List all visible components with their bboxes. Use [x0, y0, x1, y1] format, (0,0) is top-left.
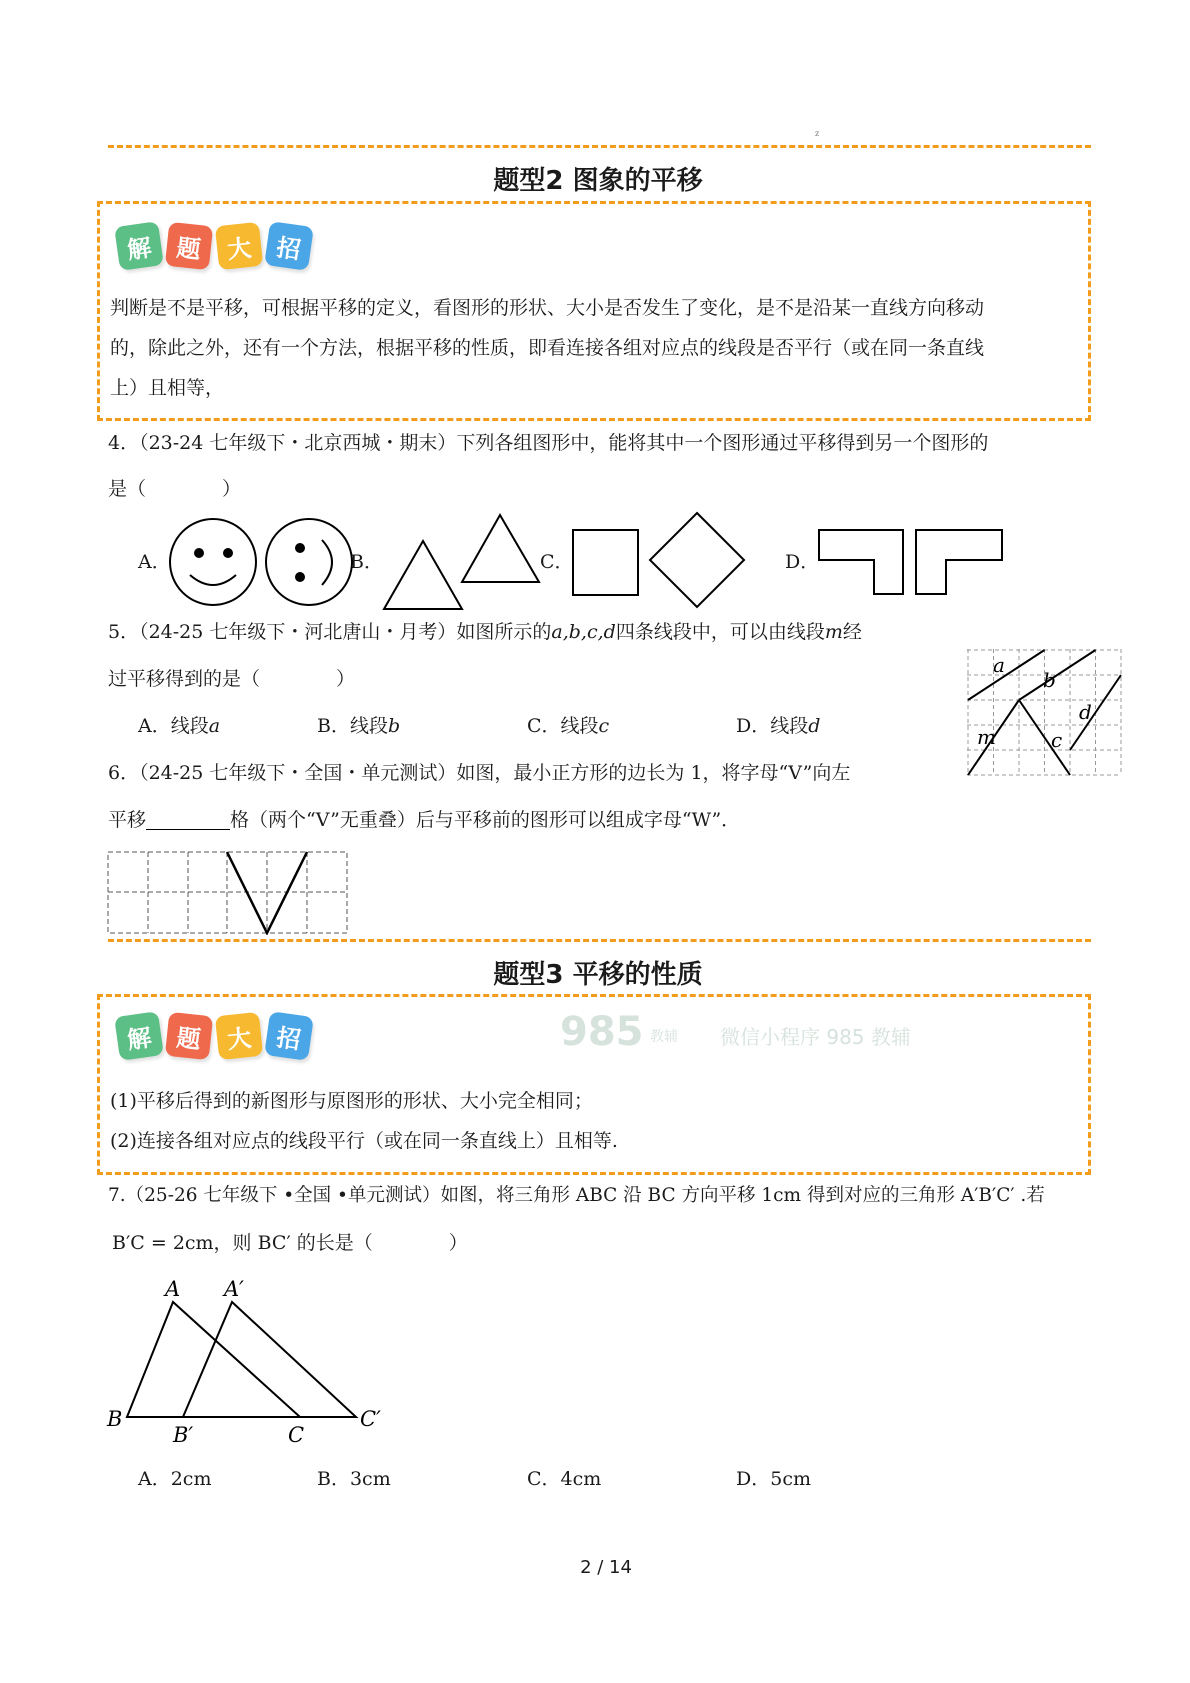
- badge-tile: 招: [264, 1011, 314, 1061]
- q7-stem: 7.（25-26 七年级下 •全国 •单元测试）如图，将三角形 ABC 沿 BC 方向平移 1cm 得到对应的三角形 A′B′C′ .若: [108, 1185, 1045, 1206]
- watermark-logo: 985: [560, 1009, 644, 1055]
- section-title: 题型3 平移的性质: [493, 960, 703, 990]
- q6-text: 平移: [108, 809, 147, 831]
- label-C-prime: C′: [360, 1407, 381, 1431]
- badge-tile: 题: [165, 1012, 213, 1060]
- option-var: d: [808, 715, 821, 737]
- q7-option-a: A．2cm: [138, 1468, 212, 1490]
- option-text: A．线段: [138, 715, 209, 737]
- label-B: B: [107, 1407, 123, 1431]
- label-A: A: [165, 1277, 181, 1301]
- label-a: a: [993, 653, 1005, 677]
- badge-tile: 大: [215, 222, 263, 270]
- label-B-prime: B′: [173, 1423, 194, 1447]
- q4-stem-2: 是（ ）: [108, 478, 242, 500]
- label-A-prime: A′: [224, 1277, 244, 1301]
- q5-text: 经: [842, 621, 862, 643]
- option-var: c: [598, 715, 610, 737]
- badge-tile: 解: [114, 221, 164, 271]
- q5-stem-2: 过平移得到的是（ ）: [108, 668, 356, 690]
- label-d: d: [1079, 700, 1092, 724]
- q4-option-b: B．: [350, 551, 383, 573]
- tip-line: (2)连接各组对应点的线段平行（或在同一条直线上）且相等.: [110, 1130, 618, 1152]
- label-c: c: [1051, 728, 1063, 752]
- q5-vars: a,b,c,d: [551, 621, 616, 643]
- q4-option-d: D．: [785, 551, 820, 573]
- label-m: m: [977, 725, 996, 749]
- tip-line: 的，除此之外，还有一个方法，根据平移的性质，即看连接各组对应点的线段是否平行（或在同一条直线: [110, 337, 985, 359]
- section-title: 题型2 图象的平移: [493, 166, 703, 196]
- q7-option-d: D．5cm: [736, 1468, 811, 1490]
- watermark-text: 微信小程序 985 教辅: [720, 1025, 911, 1049]
- q7-option-b: B．3cm: [317, 1468, 391, 1490]
- option-text: B．线段: [317, 715, 388, 737]
- tip-line: (1)平移后得到的新图形与原图形的形状、大小完全相同；: [110, 1090, 593, 1112]
- q4-option-a: A．: [138, 551, 171, 573]
- tip-line: 判断是不是平移，可根据平移的定义，看图形的形状、大小是否发生了变化，是不是沿某一直线方向移动: [110, 297, 985, 319]
- option-text: C．线段: [527, 715, 599, 737]
- badge-tile: 解: [114, 1011, 164, 1061]
- triangle-abc: [127, 1302, 300, 1417]
- badge-tile: 大: [215, 1012, 263, 1060]
- q5-text: 四条线段中，可以由线段: [615, 621, 825, 643]
- tip-line: 上）且相等，: [110, 377, 225, 399]
- page-mark: z: [815, 129, 820, 138]
- option-var: b: [387, 715, 401, 737]
- page-number: 2 / 14: [580, 1557, 632, 1578]
- label-b: b: [1043, 668, 1056, 692]
- q5-text: 5．（24-25 七年级下・河北唐山・月考）如图所示的: [108, 621, 552, 643]
- option-var: a: [208, 715, 221, 737]
- q5-var-m: m: [824, 621, 843, 643]
- label-C: C: [288, 1423, 305, 1447]
- q7-option-c: C．4cm: [527, 1468, 602, 1490]
- badge-tile: 招: [264, 221, 314, 271]
- q4-option-c: C．: [540, 551, 574, 573]
- q4-stem: 4．（23-24 七年级下・北京西城・期末）下列各组图形中，能将其中一个图形通过平移得到另一个图形的: [108, 432, 989, 454]
- triangle-a2b2c2: [183, 1302, 356, 1417]
- q7-stem-2: B′C = 2cm，则 BC′ 的长是（ ）: [112, 1232, 468, 1254]
- option-text: D．线段: [736, 715, 809, 737]
- watermark-sub: 教辅: [650, 1029, 678, 1045]
- q6-text: 格（两个“V”无重叠）后与平移前的图形可以组成字母“W”．: [230, 809, 741, 831]
- badge-tile: 题: [165, 222, 213, 270]
- q6-stem: 6．（24-25 七年级下・全国・单元测试）如图，最小正方形的边长为 1，将字母“V”向左: [108, 762, 851, 784]
